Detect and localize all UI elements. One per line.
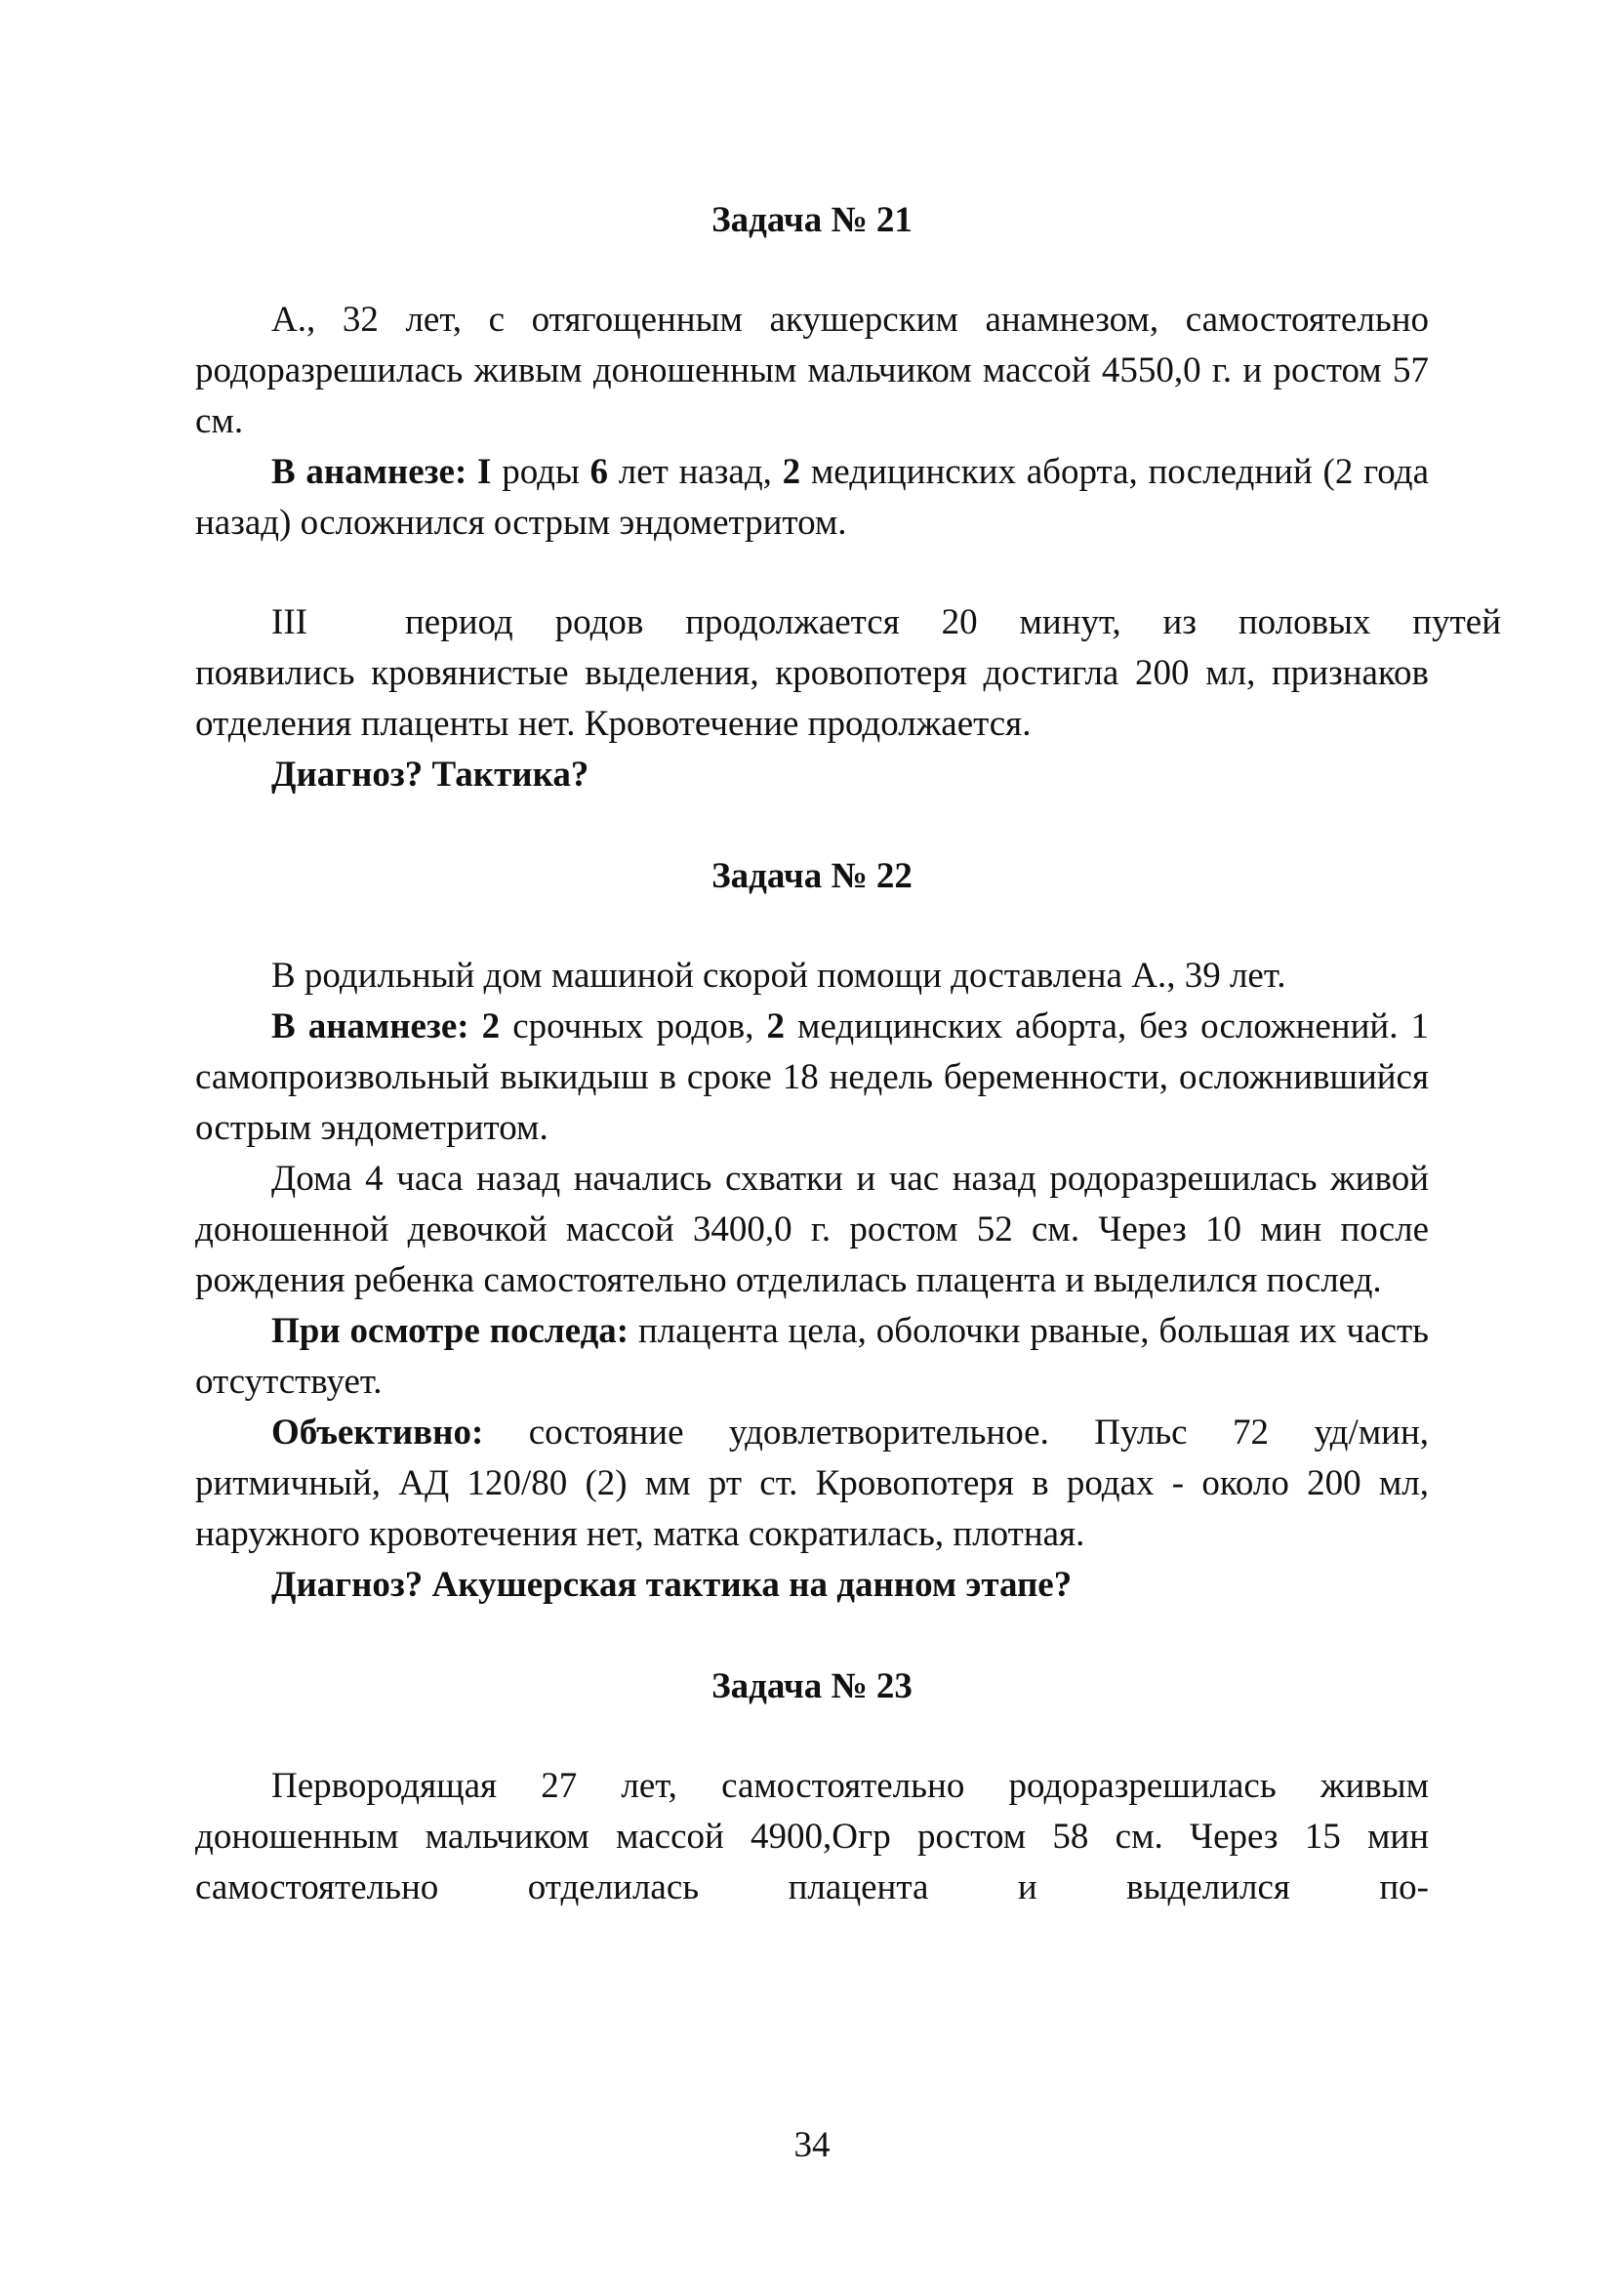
task-21-question: Диагноз? Тактика? xyxy=(271,755,589,795)
placenta-exam-text: плацента цела, оболочки рваные, большая их часть отсутствует. xyxy=(195,1311,1429,1402)
anamnesis-label: В анамнезе: xyxy=(271,452,467,492)
task-22-question: Диагноз? Акушерская тактика на данном этапе? xyxy=(271,1565,1073,1605)
task-22-placenta-exam xyxy=(195,1306,1429,1408)
anamnesis-text-1: срочных родов, xyxy=(500,1006,767,1046)
objective-text: состояние удовлетворительное. Пульс 72 уд/мин, ритмичный, АД 120/80 (2) мм рт ст. Кровопотеря в родах - около 200 мл, наружного кровотечения нет, матка сократилась, плотная. xyxy=(195,1413,1429,1554)
task-21-paragraph-3-rest: появились кровянистые выделения, кровопотеря достигла 200 мл, признаков отделения плаценты нет. Кровотечение продолжается. xyxy=(195,653,1429,744)
task-23-heading: Задача № 23 xyxy=(711,1666,913,1706)
task-21-paragraph-3-line-1 xyxy=(195,597,1501,648)
task-21-paragraph-1: А., 32 лет, с отягощенным акушерским анамнезом, самостоятельно родоразрешилась живым доношенным мальчиком массой 4550,0 г. и ростом 57 см. xyxy=(195,300,1429,441)
task-21-anamnesis xyxy=(195,447,1429,549)
task-22-paragraph-1: В родильный дом машиной скорой помощи доставлена А., 39 лет. xyxy=(271,956,1286,996)
anamnesis-bold-2: 6 xyxy=(589,452,609,492)
placenta-exam-label: При осмотре последа: xyxy=(271,1311,629,1351)
anamnesis-bold-1: 2 xyxy=(481,1006,501,1046)
anamnesis-bold-1: I xyxy=(477,452,492,492)
anamnesis-text-2: медицинских аборта, без осложнений. 1 самопроизвольный выкидыш в сроке 18 недель беременности, осложнившийся острым эндометритом. xyxy=(195,1006,1429,1148)
anamnesis-bold-3: 2 xyxy=(782,452,801,492)
task-22-heading: Задача № 22 xyxy=(711,856,913,896)
anamnesis-label: В анамнезе: xyxy=(271,1006,469,1046)
page-content xyxy=(195,195,1501,1913)
third-period-line-1: период родов продолжается 20 минут, из половых путей xyxy=(404,602,1501,642)
page-number: 34 xyxy=(793,2125,831,2165)
task-22-anamnesis xyxy=(195,1002,1429,1154)
third-period-label: III xyxy=(271,602,307,642)
objective-label: Объективно: xyxy=(271,1413,484,1453)
anamnesis-bold-2: 2 xyxy=(766,1006,785,1046)
anamnesis-text-2: лет назад, xyxy=(608,452,783,492)
task-23-paragraph-1: Первородящая 27 лет, самостоятельно родоразрешилась живым доношенным мальчиком массой 4900,Огр ростом 58 см. Через 15 мин самостоятельно отделилась плацента и выделился по- xyxy=(195,1766,1429,1907)
anamnesis-text-1: роды xyxy=(491,452,590,492)
task-22-paragraph-3: Дома 4 часа назад начались схватки и час назад родоразрешилась живой доношенной девочкой массой 3400,0 г. ростом 52 см. Через 10 мин после рождения ребенка самостоятельно отделилась плацента и выделился послед. xyxy=(195,1159,1429,1300)
task-22-objective xyxy=(195,1408,1429,1560)
task-21-heading: Задача № 21 xyxy=(711,200,913,240)
anamnesis-text-3: медицинских аборта, последний (2 года назад) осложнился острым эндометритом. xyxy=(195,452,1429,543)
